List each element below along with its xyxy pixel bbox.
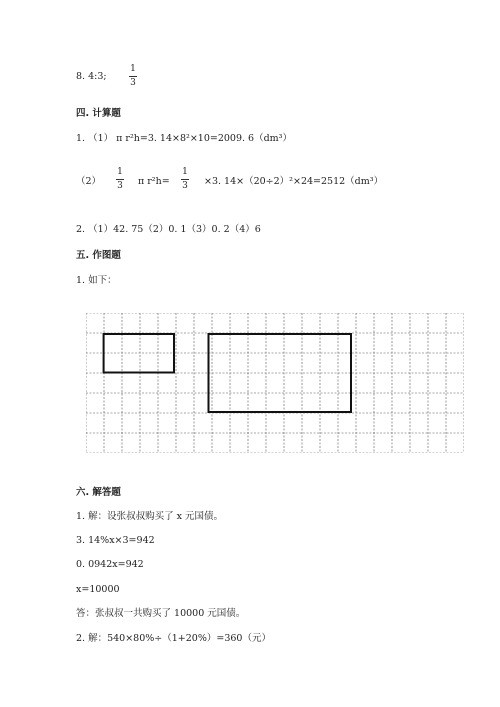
calc-2-prefix: （2） [76, 176, 102, 187]
calc-2-rest: ×3. 14×（20÷2）²×24=2512（dm³） [204, 176, 384, 187]
fraction-bar [129, 76, 137, 77]
answer-1-line-3: 0. 0942x=942 [76, 559, 144, 570]
calc-3: 2. （1）42. 75（2）0. 1（3）0. 2（4）6 [76, 224, 261, 235]
calc-2-fraction-1 [116, 168, 124, 191]
calc-2-middle: π r²h= [138, 176, 170, 187]
fraction-one-third [129, 65, 137, 88]
section-5-title: 五. 作图题 [76, 250, 121, 261]
section-6-title: 六. 解答题 [76, 487, 121, 498]
calc-2-fraction-2 [181, 168, 189, 191]
answer-1-conclusion: 答：张叔叔一共购买了 10000 元国债。 [76, 608, 246, 619]
calc-1: 1. （1） π r²h=3. 14×8²×10=2009. 6（dm³） [76, 133, 292, 144]
fraction-denominator: 3 [182, 181, 188, 191]
fraction-denominator: 3 [117, 181, 123, 191]
fraction-bar [116, 179, 124, 180]
draw-1-label: 1. 如下： [76, 275, 117, 286]
fraction-numerator: 1 [182, 167, 188, 177]
fraction-numerator: 1 [117, 167, 123, 177]
fraction-numerator: 1 [130, 64, 136, 74]
fraction-bar [181, 179, 189, 180]
answer-8: 8. 4:3; [76, 71, 107, 82]
answer-1-line-1: 1. 解：设张叔叔购买了 x 元国债。 [76, 511, 223, 522]
drawing-grid [86, 313, 464, 453]
section-4-title: 四. 计算题 [76, 108, 121, 119]
answer-2-line-1: 2. 解：540×80%÷（1+20%）=360（元） [76, 633, 271, 644]
answer-1-line-2: 3. 14%x×3=942 [76, 535, 155, 546]
answer-1-line-4: x=10000 [76, 584, 120, 595]
fraction-denominator: 3 [130, 78, 136, 88]
